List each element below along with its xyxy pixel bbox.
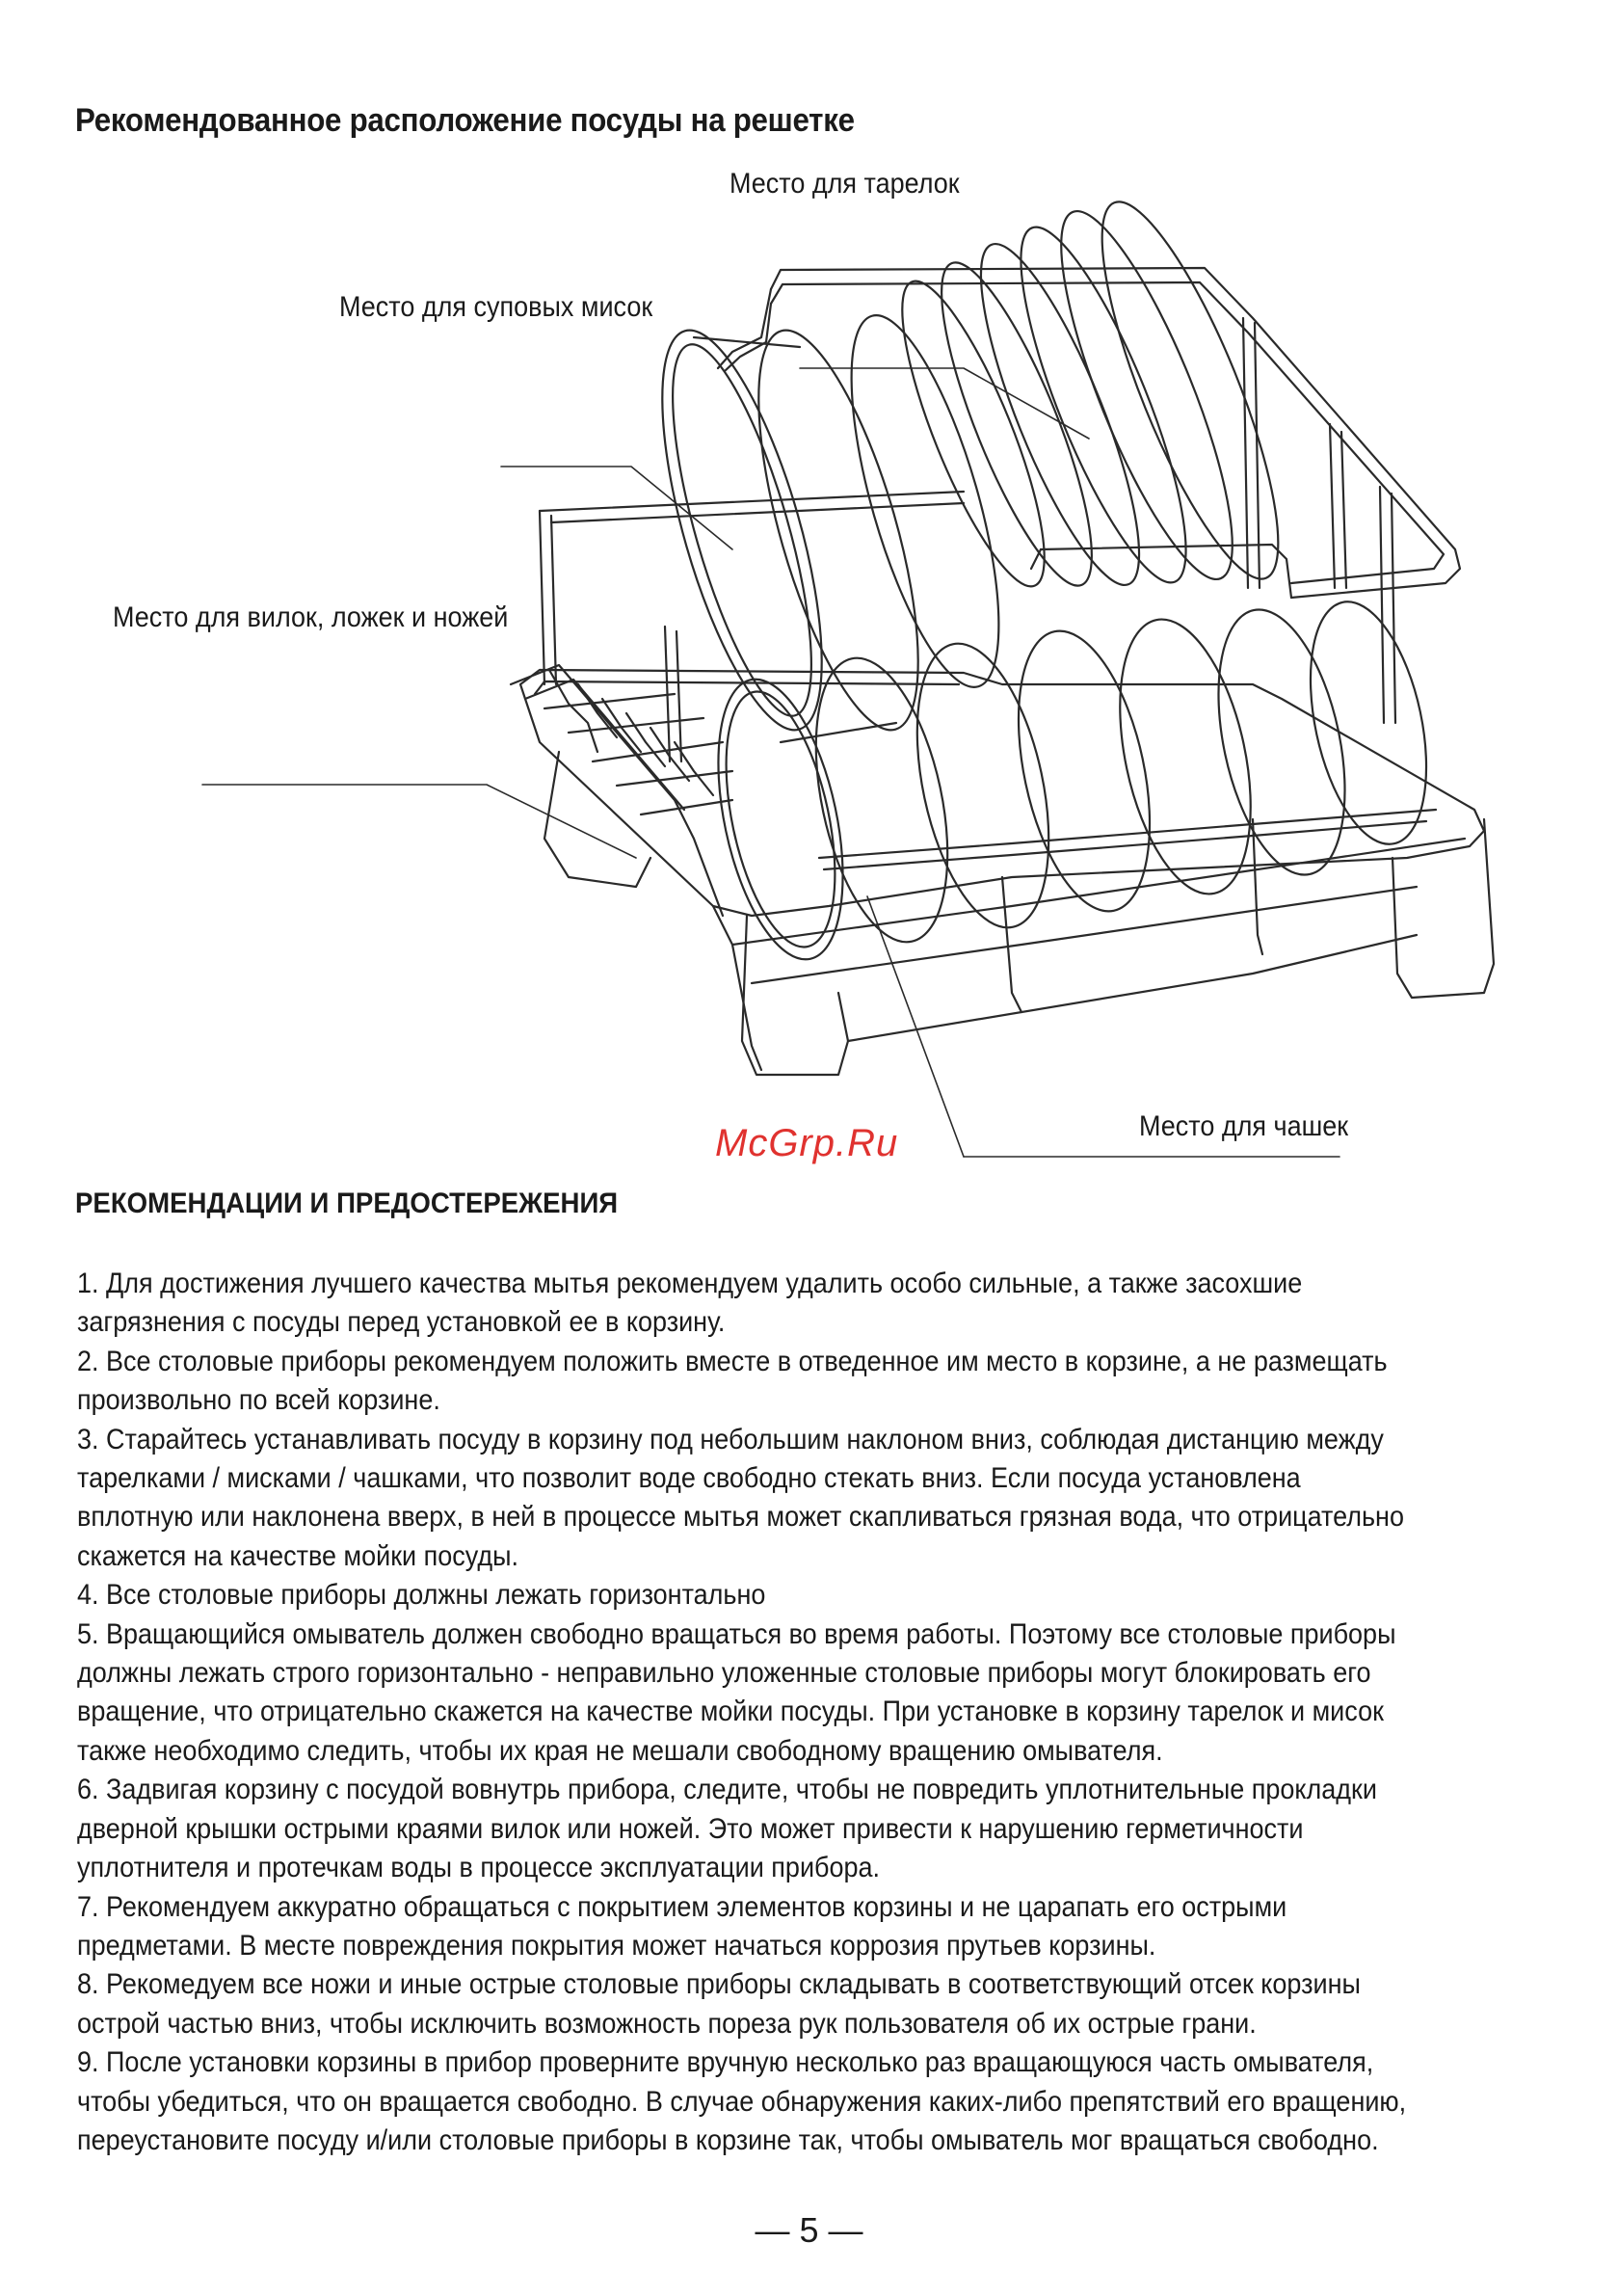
text-line: должны лежать строго горизонтально - неправильно уложенные столовые приборы могут блокировать его [77, 1657, 1371, 1690]
text-line: вплотную или наклонена вверх, в ней в процессе мытья может скапливаться грязная вода, что отрицательно [77, 1501, 1404, 1534]
text-line: 3. Старайтесь устанавливать посуду в корзину под небольшим наклоном вниз, соблюдая дистанцию между [77, 1423, 1384, 1455]
text-line: 6. Задвигая корзину с посудой вовнутрь прибора, следите, чтобы не повредить уплотнительные прокладки [77, 1774, 1377, 1806]
text-line: 2. Все столовые приборы рекомендуем положить вместе в отведенное им место в корзине, а не размещать [77, 1345, 1388, 1377]
text-line: 7. Рекомендуем аккуратно обращаться с покрытием элементов корзины и не царапать его острыми [77, 1890, 1287, 1923]
text-line: также необходимо следить, чтобы их края не мешали свободному вращению омывателя. [77, 1734, 1163, 1767]
text-line: загрязнения с посуды перед установкой ее в корзину. [77, 1306, 726, 1339]
callout-cutlery: Место для вилок, ложек и ножей [113, 601, 509, 633]
recommendations-list [77, 1265, 1580, 2160]
text-line: тарелками / мисками / чашками, что позволит воде свободно стекать вниз. Если посуда установлена [77, 1462, 1301, 1495]
section-title: РЕКОМЕНДАЦИИ И ПРЕДОСТЕРЕЖЕНИЯ [75, 1188, 619, 1219]
text-line: предметами. В месте повреждения покрытия может начаться коррозия прутьев корзины. [77, 1929, 1156, 1962]
text-line: дверной крышки острыми краями вилок или ножей. Это может привести к нарушению герметичности [77, 1812, 1304, 1845]
text-line: уплотнителя и протечкам воды в процессе эксплуатации прибора. [77, 1852, 881, 1884]
page-title: Рекомендованное расположение посуды на решетке [75, 102, 855, 139]
callout-plates: Место для тарелок [729, 168, 960, 200]
text-line: 8. Рекомедуем все ножи и иные острые столовые приборы складывать в соответствующий отсек корзины [77, 1968, 1361, 2001]
watermark: McGrp.Ru [715, 1122, 899, 1164]
text-line: 5. Вращающийся омыватель должен свободно вращаться во время работы. Поэтому все столовые приборы [77, 1617, 1396, 1650]
text-line: 1. Для достижения лучшего качества мытья рекомендуем удалить особо сильные, а также засохшие [77, 1268, 1303, 1299]
text-line: чтобы убедиться, что он вращается свободно. В случае обнаружения каких-либо препятствий его вращению, [77, 2085, 1407, 2118]
callout-soup-bowls: Место для суповых мисок [339, 291, 653, 323]
text-line: острой частью вниз, чтобы исключить возможность пореза рук пользователя об их острые грани. [77, 2007, 1257, 2040]
text-line: переустановите посуду и/или столовые приборы в корзине так, чтобы омыватель мог вращаться свободно. [77, 2123, 1379, 2156]
text-line: вращение, что отрицательно скажется на качестве мойки посуды. При установке в корзину тарелок и мисок [77, 1695, 1384, 1728]
page-number: — 5 — [755, 2210, 863, 2250]
dish-rack-illustration [0, 145, 1618, 1166]
text-line: 4. Все столовые приборы должны лежать горизонтально [77, 1579, 766, 1612]
text-line: скажется на качестве мойки посуды. [77, 1539, 519, 1572]
text-line: 9. После установки корзины в прибор проверните вручную несколько раз вращающуюся часть омывателя, [77, 2046, 1374, 2079]
dish-rack-figure [0, 145, 1618, 1166]
callout-cups: Место для чашек [1139, 1110, 1349, 1142]
text-line: произвольно по всей корзине. [77, 1384, 440, 1417]
